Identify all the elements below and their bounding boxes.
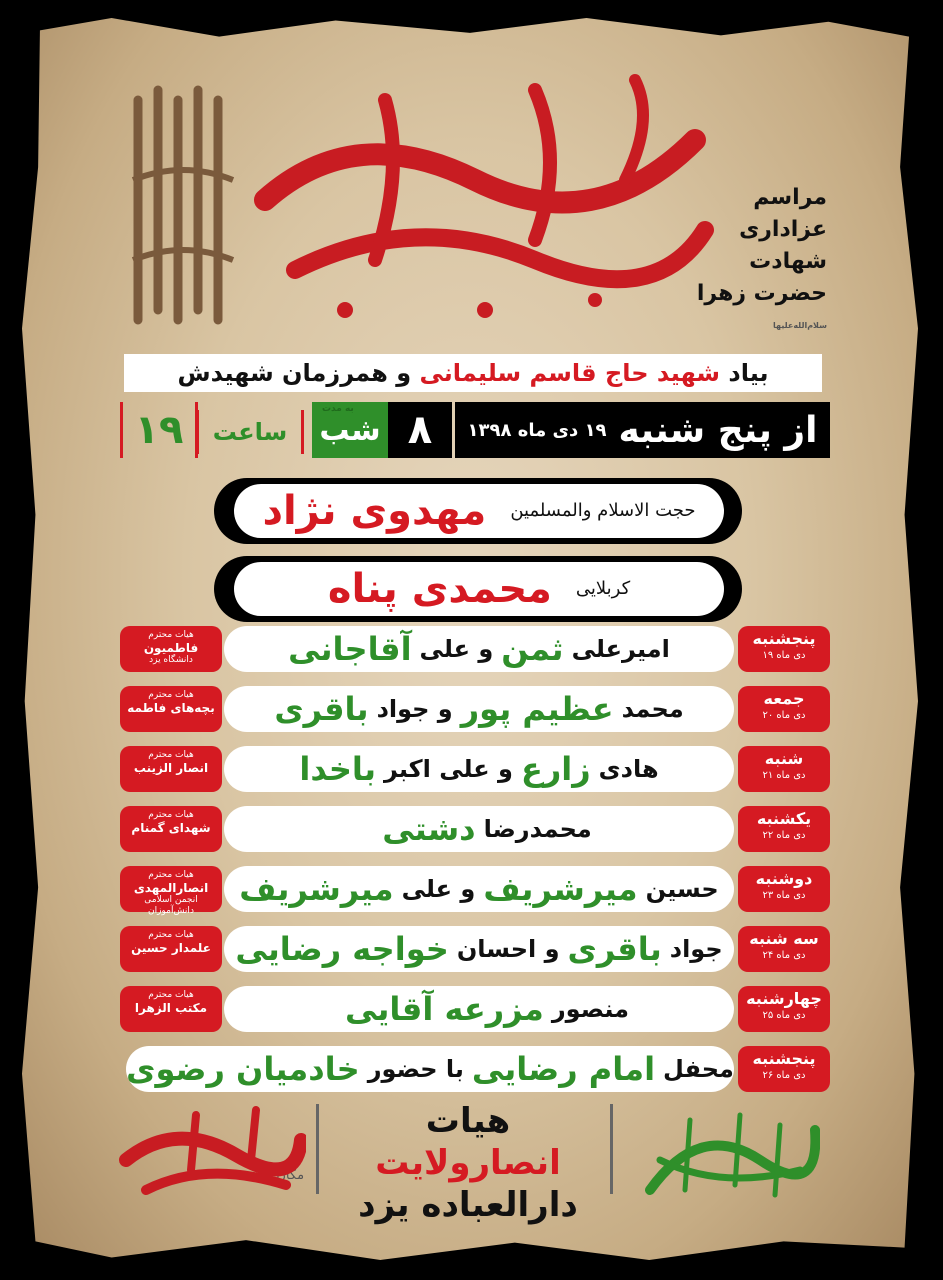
reciter-first: محمدرضا: [483, 815, 592, 843]
reciter-first: حسین: [645, 875, 719, 903]
day-date: ۲۲ دی ماه: [762, 830, 806, 841]
day-name: سه شنبه: [749, 929, 819, 948]
reciter-surname-2: میرشریف: [239, 870, 394, 908]
ceremony-text: [697, 182, 827, 342]
pbuh-mark: سلام‌الله‌علیها: [773, 321, 827, 330]
reciter-second: و علی: [419, 635, 494, 663]
day-name: شنبه: [764, 749, 804, 768]
hour-value: ۱۹: [120, 402, 198, 458]
day-date: ۲۵ دی ماه: [762, 1010, 806, 1021]
left-calligraphy: [118, 60, 248, 340]
day-name: دوشنبه: [755, 869, 813, 888]
reciters: [224, 686, 734, 732]
day-badge: [738, 686, 830, 732]
reciters: [224, 866, 734, 912]
reciter-surname-1: ثمن: [501, 630, 564, 668]
heyat-label: هیات محترم: [148, 930, 194, 940]
ceremony-line-3: شهادت: [749, 249, 827, 274]
reciter-second: و علی اکبر: [383, 755, 513, 783]
schedule-row: [120, 866, 830, 916]
reciter-first: امیرعلی: [571, 635, 670, 663]
start-date-box: [455, 402, 830, 458]
footer-organizer: [338, 1100, 598, 1226]
place-name: مسجد جامع یزد: [207, 1150, 215, 1151]
heyat-badge: [120, 806, 222, 852]
heyat-label: هیات محترم: [148, 750, 194, 760]
day-name: پنجشنبه: [752, 1049, 816, 1068]
day-badge: [738, 926, 830, 972]
footer-divider-right: [610, 1104, 613, 1194]
reciter-surname-2: آقاجانی: [288, 630, 412, 668]
reciter-surname-1: زارع: [520, 750, 591, 788]
day-name: جمعه: [763, 689, 805, 708]
heyat-name: فاطمیون: [143, 641, 199, 655]
heyat-badge: [120, 986, 222, 1032]
ceremony-line-1: مراسم: [753, 185, 827, 210]
heyat-badge: [120, 926, 222, 972]
place-calligraphy: [116, 1100, 306, 1200]
ceremony-line-2: عزاداری: [739, 217, 827, 242]
reciter-surname-1: امام رضایی: [471, 1050, 656, 1088]
reciter-surname-1: باقری: [567, 930, 662, 968]
heyat-label: هیات محترم: [148, 630, 194, 640]
reciter-surname-1: میرشریف: [483, 870, 638, 908]
day-date: ۲۶ دی ماه: [762, 1070, 806, 1081]
reciters: [224, 626, 734, 672]
heyat-name: انصارالمهدی: [133, 881, 209, 895]
heyat-sub: دانشگاه یزد: [149, 655, 193, 665]
footer-divider-left: [316, 1104, 319, 1194]
day-badge: [738, 1046, 830, 1092]
nights-number-text: ۸: [407, 407, 433, 453]
schedule-row: [120, 986, 830, 1032]
speaker-2-title: کربلایی: [575, 578, 631, 599]
day-date: ۲۳ دی ماه: [762, 890, 806, 901]
speaker-2-name: محمدی پناه: [327, 566, 552, 612]
speaker-pill-2: [214, 556, 742, 622]
start-date: ۱۹ دی ماه ۱۳۹۸: [467, 419, 607, 441]
footer-org-city: دارالعباده یزد: [358, 1185, 578, 1225]
ceremony-line-4-text: حضرت زهرا: [696, 281, 827, 306]
speaker-pill-1-inner: [234, 484, 724, 538]
heyat-name: شهدای گمنام: [131, 821, 211, 835]
reciter-first: منصور: [551, 995, 630, 1023]
reciters: [126, 1046, 734, 1092]
footer-emblem: [640, 1100, 820, 1210]
reciter-first: محفل: [663, 1055, 734, 1083]
day-name: یکشنبه: [756, 809, 812, 828]
schedule-row: [120, 806, 830, 852]
title-calligraphy-text: یا حضرت فاطمه: [476, 210, 484, 211]
schedule-row: [120, 626, 830, 672]
footer-org-line-1: [338, 1100, 598, 1184]
reciter-second: و جواد: [376, 695, 453, 723]
reciter-surname-2: باخدا: [299, 750, 376, 788]
speaker-pill-2-inner: [234, 562, 724, 616]
reciter-first: هادی: [598, 755, 659, 783]
heyat-label: هیات محترم: [148, 810, 194, 820]
dedication-martyr: شهید حاج قاسم سلیمانی: [419, 359, 721, 387]
reciter-first: جواد: [669, 935, 723, 963]
heyat-sub: انجمن اسلامی دانش‌آموزان: [144, 895, 198, 916]
place-label: مکان:: [272, 1168, 305, 1183]
reciter-surname-1: دشتی: [382, 810, 476, 848]
reciter-second: با حضور: [367, 1055, 464, 1083]
reciter-surname-1: عظیم پور: [460, 690, 614, 728]
reciter-surname-1: مزرعه آقایی: [344, 990, 544, 1028]
start-day: از پنج شنبه: [618, 409, 818, 451]
heyat-label: هیات محترم: [148, 990, 194, 1000]
heyat-label: هیات محترم: [148, 690, 194, 700]
emblem-text: لطف او کار جهان آراست: [724, 1155, 736, 1156]
reciters: [224, 926, 734, 972]
heyat-badge: [120, 686, 222, 732]
heyat-badge: [120, 866, 222, 916]
dedication-prefix: بیاد: [728, 359, 769, 387]
schedule-row: [120, 1046, 830, 1092]
speaker-pill-1: [214, 478, 742, 544]
reciter-surname-2: خادمیان رضوی: [126, 1050, 360, 1088]
reciter-first: محمد: [621, 695, 684, 723]
heyat-badge: [120, 746, 222, 792]
heyat-name: مکتب الزهرا: [134, 1001, 208, 1015]
dedication-banner: [124, 354, 822, 392]
reciter-surname-2: خواجه رضایی: [235, 930, 449, 968]
reciters: [224, 806, 734, 852]
day-name: چهارشنبه: [746, 989, 822, 1008]
title-calligraphy: [235, 60, 725, 330]
day-date: ۲۰ دی ماه: [762, 710, 806, 721]
heyat-label: هیات محترم: [148, 870, 194, 880]
day-date: ۲۱ دی ماه: [762, 770, 806, 781]
day-name: پنجشنبه: [752, 629, 816, 648]
reciters: [224, 746, 734, 792]
reciter-second: و علی: [401, 875, 476, 903]
day-date: ۱۹ دی ماه: [762, 650, 806, 661]
heyat-name: انصار الزینب: [133, 761, 209, 775]
ceremony-line-4: [697, 278, 827, 342]
reciter-surname-2: باقری: [274, 690, 369, 728]
hour-label: ساعت: [196, 410, 304, 454]
day-date: ۲۴ دی ماه: [762, 950, 806, 961]
speaker-1-name: مهدوی نژاد: [262, 488, 487, 534]
day-badge: [738, 866, 830, 912]
heyat-name: بچه‌های فاطمه: [127, 701, 215, 715]
reciters: [224, 986, 734, 1032]
reciter-second: و احسان: [456, 935, 560, 963]
nights-small-label: به مدت: [322, 404, 354, 414]
schedule-row: [120, 746, 830, 792]
day-badge: [738, 626, 830, 672]
schedule-row: [120, 686, 830, 732]
day-badge: [738, 806, 830, 852]
heyat-badge: [120, 626, 222, 672]
footer-org-name: انصارولایت: [375, 1143, 561, 1183]
day-badge: [738, 746, 830, 792]
nights-box: [312, 402, 452, 458]
dedication-suffix: و همرزمان شهیدش: [177, 359, 412, 387]
footer-org-prefix: هیات: [425, 1101, 511, 1141]
heyat-name: علمدار حسین: [131, 941, 211, 955]
schedule-row: [120, 926, 830, 972]
speaker-1-title: حجت الاسلام والمسلمین: [510, 500, 696, 521]
nights-label: شب: [312, 402, 388, 458]
day-badge: [738, 986, 830, 1032]
